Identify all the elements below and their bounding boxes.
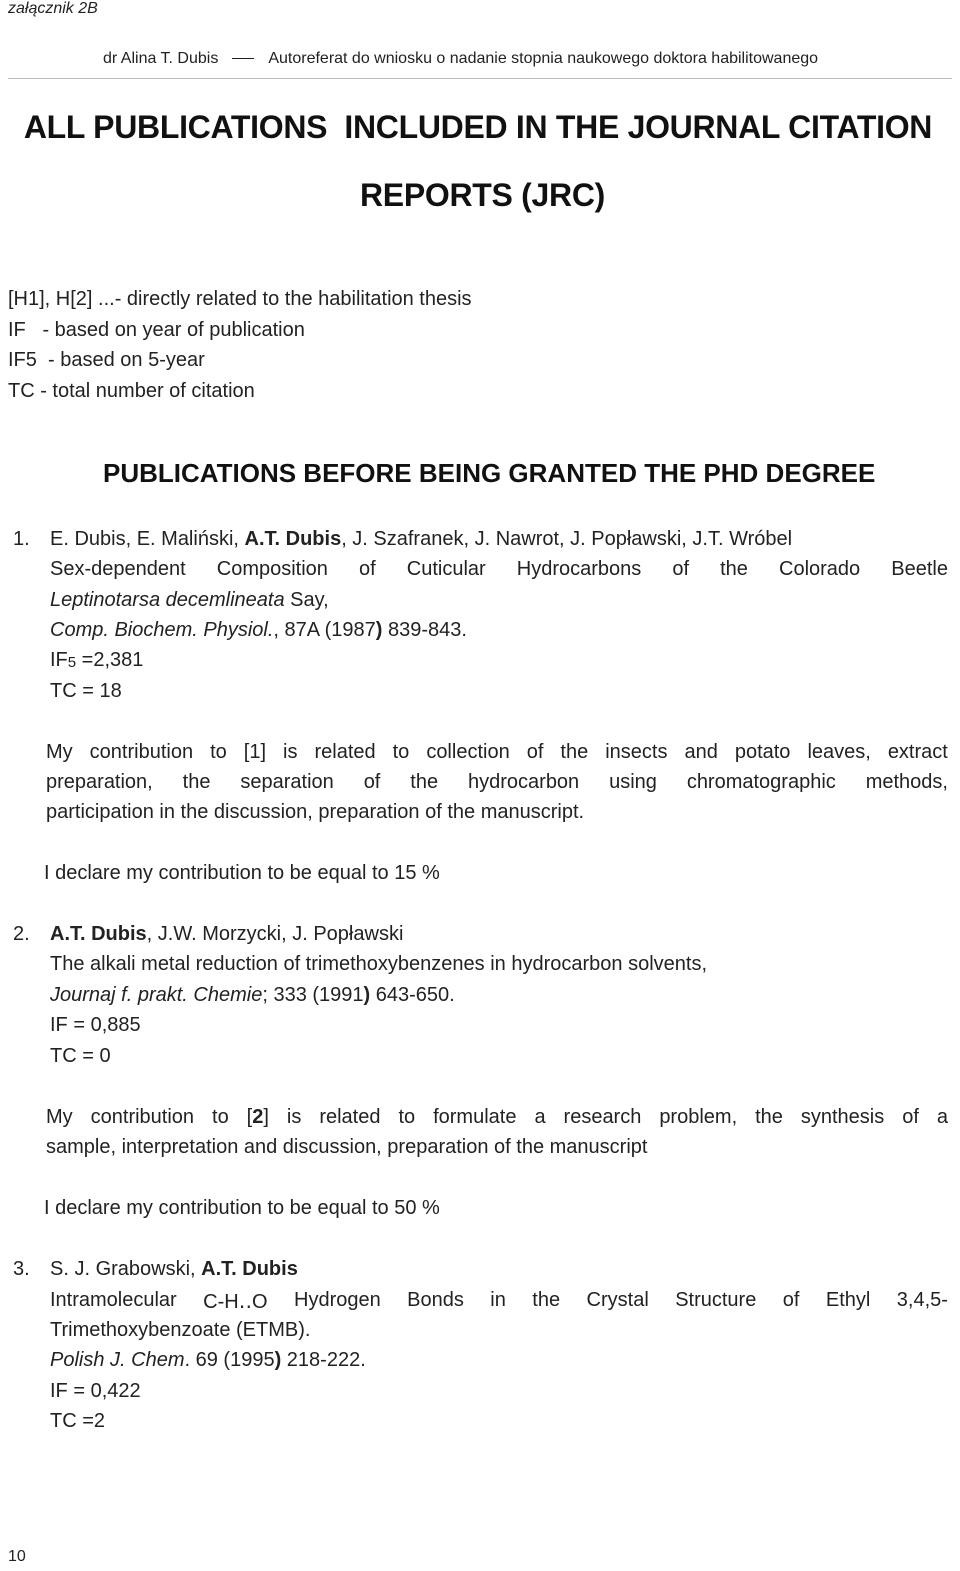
pub2-number: 2. <box>13 923 30 945</box>
word: synthesis <box>800 1106 885 1128</box>
pub2-authors <box>50 923 403 946</box>
header-author: dr Alina T. Dubis <box>103 50 219 67</box>
word: to <box>392 741 410 763</box>
pub1-species: Leptinotarsa decemlineata <box>50 589 285 611</box>
word: of <box>363 771 381 793</box>
word: of <box>359 558 376 580</box>
word: insects <box>605 741 668 763</box>
pub1-tc: TC = 18 <box>50 680 122 702</box>
pub2-contribution-ref: 2 <box>252 1106 264 1128</box>
word: Sex-dependent <box>50 558 186 580</box>
word: Colorado <box>779 558 861 580</box>
page-number: 10 <box>8 1548 26 1565</box>
pub3-title-line1 <box>50 1289 948 1314</box>
word: preparation, <box>46 771 153 793</box>
word: related <box>319 1106 381 1128</box>
word: Bonds <box>407 1289 464 1311</box>
pub2-tc: TC = 0 <box>50 1045 111 1067</box>
pub1-if-value: =2,381 <box>76 649 144 671</box>
running-header <box>103 50 818 68</box>
word: chromatographic <box>686 771 836 793</box>
word: extract <box>887 741 948 763</box>
word: My <box>46 1106 73 1128</box>
pub1-if5 <box>50 649 143 672</box>
pub3-reference <box>50 1349 366 1372</box>
word: formulate <box>433 1106 517 1128</box>
pub1-contribution-line2 <box>46 771 948 794</box>
page-title-line2: REPORTS (JRC) <box>360 177 606 213</box>
pub1-title-line1 <box>50 558 948 581</box>
word: Ethyl <box>825 1289 871 1311</box>
word: of <box>782 1289 800 1311</box>
pub3-journal: Polish J. Chem <box>50 1349 185 1371</box>
word: leaves, <box>807 741 871 763</box>
word: problem, <box>659 1106 738 1128</box>
pub2-reference <box>50 984 455 1007</box>
word: hydrocarbon <box>468 771 580 793</box>
legend-item-h: [H1], H[2] ...- directly related to the habilitation thesis <box>8 288 472 310</box>
pub1-if-label: IF <box>50 649 68 671</box>
word: of <box>672 558 690 580</box>
pub2-ref-paren: ) <box>363 984 371 1006</box>
pub2-ref-pre: ; 333 (1991 <box>262 984 364 1006</box>
word: Beetle <box>891 558 948 580</box>
annex-label: załącznik 2B <box>8 0 98 17</box>
pub3-ref-pre: . 69 (1995 <box>184 1349 275 1371</box>
pub2-ref-post: 643-650. <box>370 984 455 1006</box>
pub3-authors-pre: S. J. Grabowski, <box>50 1258 202 1280</box>
pub1-number: 1. <box>13 528 30 550</box>
word: Crystal <box>586 1289 649 1311</box>
word: to <box>212 1106 229 1128</box>
pub2-authors-bold: A.T. Dubis <box>50 923 147 945</box>
word: the <box>532 1289 561 1311</box>
word: contribution <box>90 1106 195 1128</box>
legend-item-if5: IF5 - based on 5-year <box>8 349 205 371</box>
word: Hydrogen <box>294 1289 381 1311</box>
word: the <box>560 741 589 763</box>
pub1-contribution-line3: participation in the discussion, preparation of the manuscript. <box>46 801 585 823</box>
pub3-if: IF = 0,422 <box>50 1380 141 1402</box>
word: to <box>398 1106 416 1128</box>
pub1-if-sub: 5 <box>67 654 77 671</box>
word: 3,4,5- <box>896 1289 948 1311</box>
word: contribution <box>89 741 194 763</box>
word: Structure <box>675 1289 757 1311</box>
pub2-authors-post: , J.W. Morzycki, J. Popławski <box>146 923 404 945</box>
word: Composition <box>216 558 328 580</box>
pub3-number: 3. <box>13 1258 30 1280</box>
page-title-line1: ALL PUBLICATIONS INCLUDED IN THE JOURNAL CITATION <box>23 109 933 145</box>
pub3-ref-post: 218-222. <box>281 1349 366 1371</box>
pub2-contribution-line1 <box>46 1106 948 1129</box>
word: Hydrocarbons <box>516 558 642 580</box>
pub1-ref-pre: , 87A (1987 <box>273 619 376 641</box>
word: is <box>286 1106 302 1128</box>
pub2-contribution-line2: sample, interpretation and discussion, preparation of the manuscript <box>46 1136 648 1158</box>
word: My <box>46 741 73 763</box>
word: Intramolecular <box>50 1289 177 1311</box>
pub1-title-line2-rest: Say, <box>284 589 329 611</box>
word: the <box>755 1106 783 1128</box>
pub2-declaration: I declare my contribution to be equal to 50 % <box>44 1197 440 1219</box>
pub1-authors-pre: E. Dubis, E. Maliński, <box>50 528 245 550</box>
word: the <box>182 771 211 793</box>
word: a <box>534 1106 546 1128</box>
header-rule <box>8 78 952 79</box>
header-dash <box>232 58 254 59</box>
word: of <box>526 741 544 763</box>
pub1-title-line2 <box>50 589 329 612</box>
word: in <box>490 1289 506 1311</box>
word: Cuticular <box>406 558 486 580</box>
word: [2] <box>246 1106 269 1128</box>
word: related <box>314 741 376 763</box>
word: research <box>563 1106 642 1128</box>
word: is <box>283 741 298 763</box>
pub1-declaration: I declare my contribution to be equal to 15 % <box>44 862 440 884</box>
word: to <box>210 741 227 763</box>
word: potato <box>734 741 791 763</box>
legend-item-if: IF - based on year of publication <box>8 319 305 341</box>
pub1-authors-post: , J. Szafranek, J. Nawrot, J. Popławski, J.T. Wróbel <box>341 528 793 550</box>
pub3-title-line2: Trimethoxybenzoate (ETMB). <box>50 1319 311 1341</box>
word: [1] <box>243 741 267 763</box>
pub1-ref-paren: ) <box>375 619 383 641</box>
pub1-authors <box>50 528 792 551</box>
word: methods, <box>865 771 948 793</box>
pub1-authors-bold: A.T. Dubis <box>244 528 342 550</box>
word: C-H‥O <box>203 1291 268 1313</box>
pub1-contribution-line1 <box>46 741 948 764</box>
section-title: PUBLICATIONS BEFORE BEING GRANTED THE PHD DEGREE <box>103 458 876 488</box>
pub3-ref-paren: ) <box>274 1349 282 1371</box>
pub2-contribution-line1-text <box>46 1106 948 1129</box>
pub3-tc: TC =2 <box>50 1410 106 1432</box>
word: separation <box>240 771 334 793</box>
header-subtitle: Autoreferat do wniosku o nadanie stopnia naukowego doktora habilitowanego <box>268 50 819 67</box>
pub2-journal: Journaj f. prakt. Chemie <box>50 984 263 1006</box>
word: and <box>684 741 718 763</box>
word: of <box>902 1106 919 1128</box>
pub1-journal: Comp. Biochem. Physiol. <box>50 619 274 641</box>
legend-item-tc: TC - total number of citation <box>8 380 255 402</box>
word: using <box>609 771 657 793</box>
pub2-title: The alkali metal reduction of trimethoxybenzenes in hydrocarbon solvents, <box>50 953 708 975</box>
word: a <box>936 1106 948 1128</box>
word: collection <box>426 741 510 763</box>
pub2-if: IF = 0,885 <box>50 1014 141 1036</box>
pub1-reference <box>50 619 467 642</box>
word: the <box>720 558 748 580</box>
pub3-authors-bold: A.T. Dubis <box>201 1258 298 1280</box>
word: the <box>410 771 439 793</box>
pub1-ref-post: 839-843. <box>382 619 467 641</box>
pub3-authors <box>50 1258 298 1281</box>
